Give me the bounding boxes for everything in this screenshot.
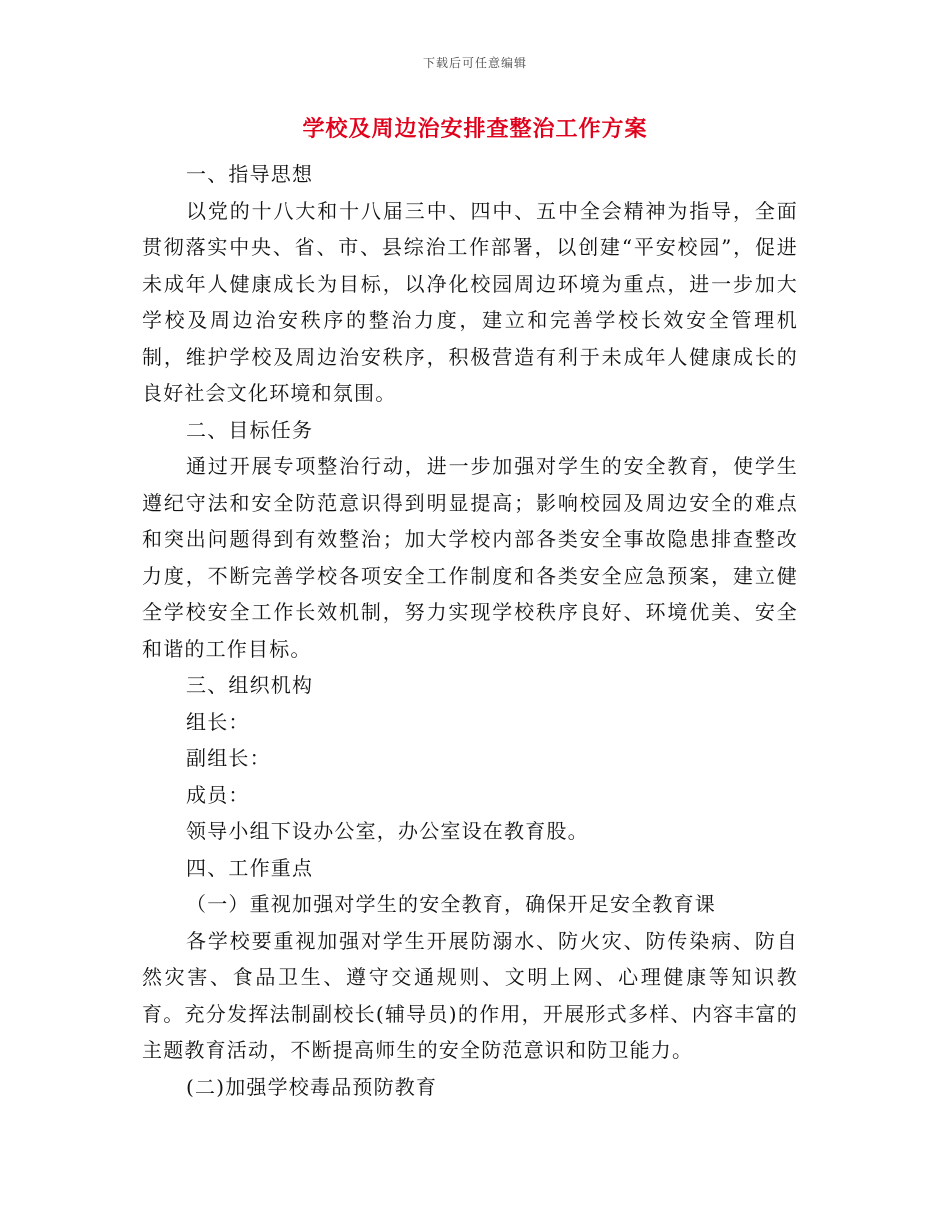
- paragraph-goals: 通过开展专项整治行动，进一步加强对学生的安全教育，使学生遵纪守法和安全防范意识得到明显提高；影响校园及周边安全的难点和突出问题得到有效整治；加大学校内部各类安全事故隐患排查整改力度，不断完善学校各项安全工作制度和各类安全应急预案，建立健全学校安全工作长效机制，努力实现学校秩序良好、环境优美、安全和谐的工作目标。: [142, 454, 798, 661]
- document-title: 学校及周边治安排查整治工作方案: [302, 116, 648, 142]
- paragraph-safety-education: 各学校要重视加强对学生开展防溺水、防火灾、防传染病、防自然灾害、食品卫生、遵守交通规则、文明上网、心理健康等知识教育。充分发挥法制副校长(辅导员)的作用，开展形式多样、内容丰富的主题教育活动，不断提高师生的安全防范意识和防卫能力。: [142, 928, 798, 1062]
- org-members-line: 成员：: [186, 782, 250, 807]
- section-heading-guiding-ideology: 一、指导思想: [186, 162, 314, 186]
- org-leader-line: 组长：: [186, 709, 250, 734]
- section-heading-key-work: 四、工作重点: [186, 855, 314, 880]
- paragraph-guiding-ideology: 以党的十八大和十八届三中、四中、五中全会精神为指导，全面贯彻落实中央、省、市、县综治工作部署，以创建“平安校园”，促进未成年人健康成长为目标，以净化校园周边环境为重点，进一步加大学校及周边治安秩序的整治力度，建立和完善学校长效安全管理机制，维护学校及周边治安秩序，积极营造有利于未成年人健康成长的良好社会文化环境和氛围。: [142, 198, 798, 405]
- document-body: [142, 156, 798, 1105]
- subheading-safety-education: （一）重视加强对学生的安全教育，确保开足安全教育课: [186, 892, 716, 916]
- org-deputy-leader-line: 副组长：: [186, 746, 271, 770]
- section-heading-goals: 二、目标任务: [186, 417, 314, 442]
- section-heading-organization: 三、组织机构: [186, 673, 314, 697]
- subheading-drug-prevention: (二)加强学校毒品预防教育: [186, 1074, 438, 1099]
- header-note: 下载后可任意编辑: [422, 56, 527, 70]
- org-office-line: 领导小组下设办公室，办公室设在教育股。: [186, 819, 589, 843]
